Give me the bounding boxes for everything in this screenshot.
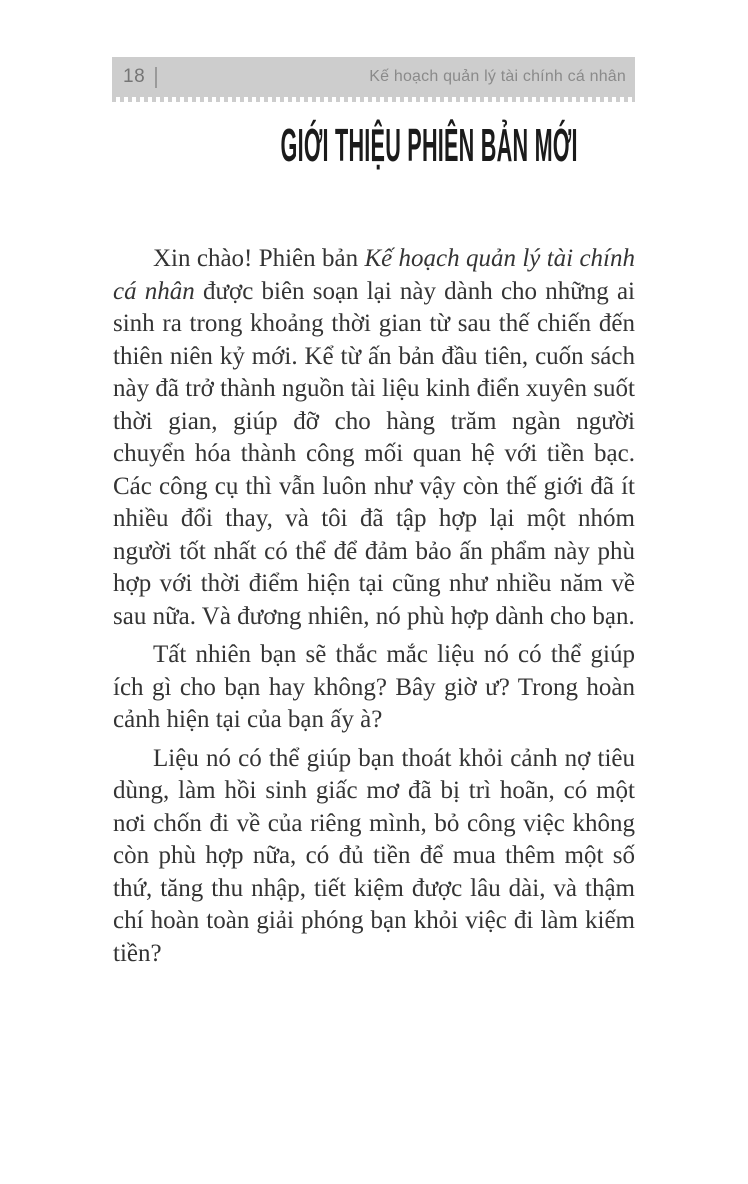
page-number: 18 — [123, 66, 146, 87]
paragraph-1-pre: Xin chào! Phiên bản — [153, 245, 365, 272]
running-header — [112, 57, 635, 97]
header-divider — [155, 67, 157, 88]
book-title-italic: Kế hoạch quản lý tài chính cá nhân — [113, 245, 635, 305]
page-number-group — [123, 66, 157, 88]
paragraph-1 — [113, 243, 635, 633]
paragraph-3: Liệu nó có thể giúp bạn thoát khỏi cảnh nợ tiêu dùng, làm hồi sinh giấc mơ đã bị trì hoãn, có một nơi chốn đi về của riêng mình, bỏ công việc không còn phù hợp nữa, có đủ tiền để mua thêm một số thứ, tăng thu nhập, tiết kiệm được lâu dài, và thậm chí hoàn toàn giải phóng bạn khỏi việc đi làm kiếm tiền? — [113, 744, 635, 967]
chapter-title-text: GIỚI THIỆU PHIÊN BẢN MỚI — [280, 119, 578, 171]
paragraph-2: Tất nhiên bạn sẽ thắc mắc liệu nó có thể giúp ích gì cho bạn hay không? Bây giờ ư? Trong hoàn cảnh hiện tại của bạn ấy à? — [113, 641, 635, 733]
paragraph-1-post: được biên soạn lại này dành cho những ai sinh ra trong khoảng thời gian từ sau thế chiến đến thiên niên kỷ mới. Kể từ ấn bản đầu tiên, cuốn sách này đã trở thành nguồn tài liệu kinh điển xuyên suốt thời gian, giúp đỡ cho hàng trăm ngàn người chuyển hóa thành công mối quan hệ với tiền bạc. Các công cụ thì vẫn luôn như vậy còn thế giới đã ít nhiều đổi thay, và tôi đã tập hợp lại một nhóm người tốt nhất có thể để đảm bảo ấn phẩm này phù hợp với thời điểm hiện tại cũng như nhiều năm về sau nữa. Và đương nhiên, nó phù hợp dành cho bạn. — [113, 277, 635, 630]
header-perforation-edge — [112, 97, 635, 102]
chapter-title — [113, 119, 635, 171]
body-text — [113, 243, 635, 976]
running-title: Kế hoạch quản lý tài chính cá nhân — [369, 68, 626, 85]
